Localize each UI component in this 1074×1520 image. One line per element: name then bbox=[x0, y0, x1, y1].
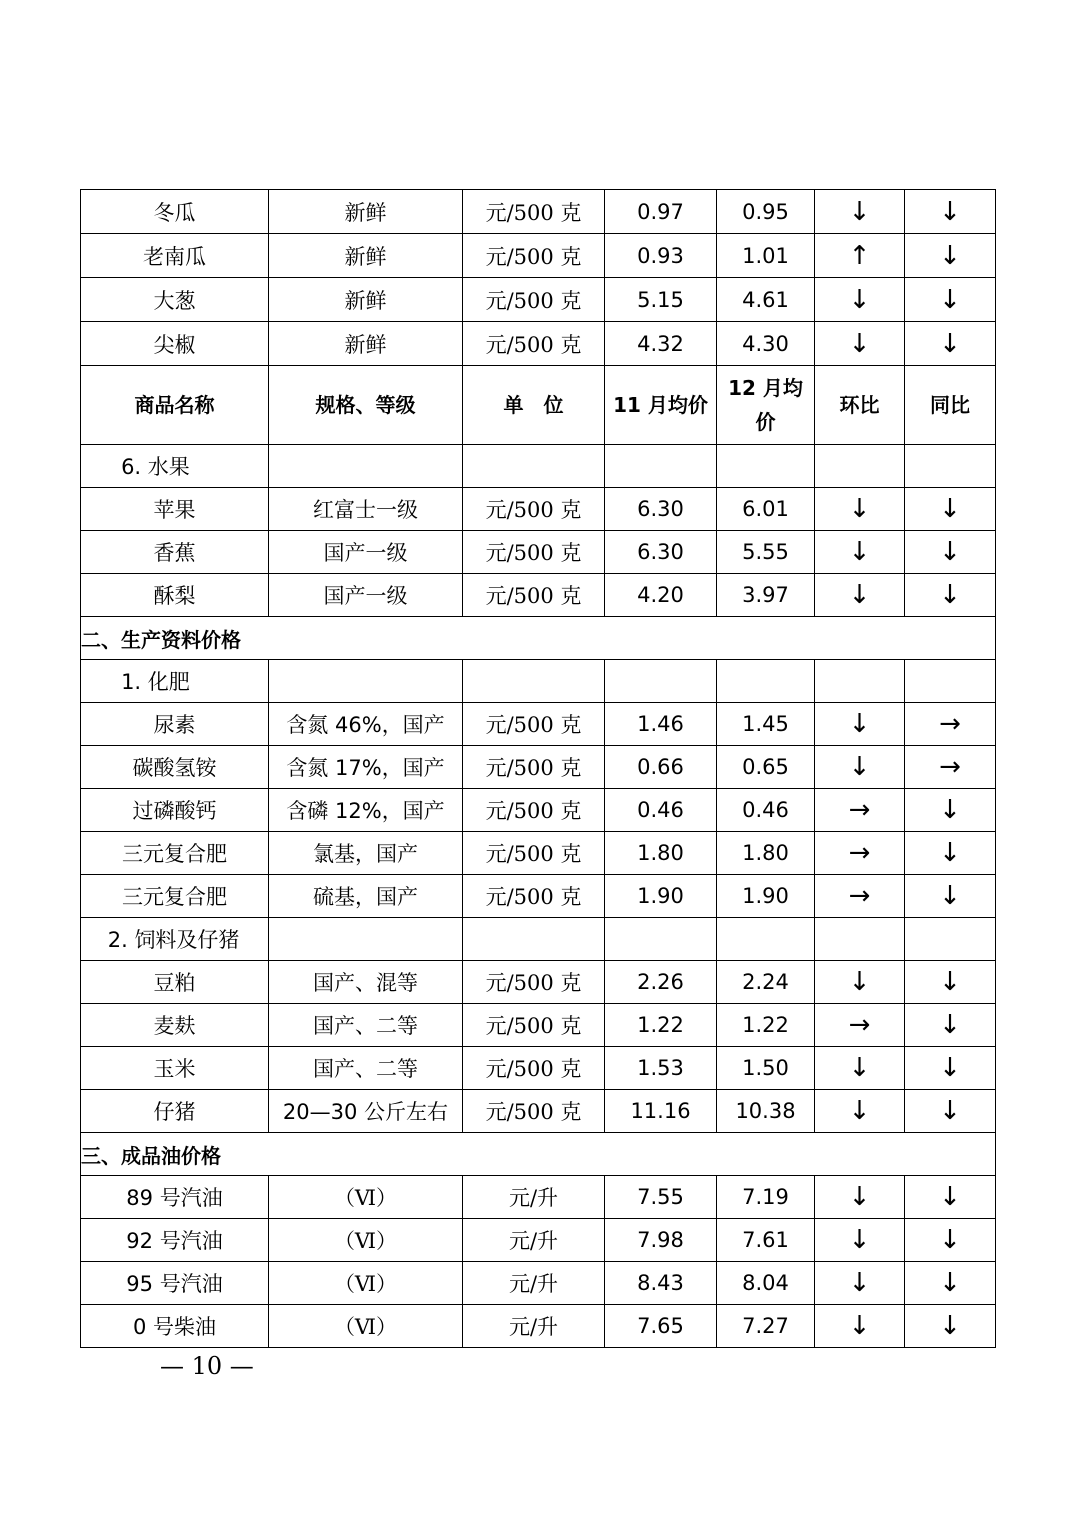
item-spec: 国产、二等 bbox=[269, 1004, 463, 1047]
yoy-arrow-icon: ↓ bbox=[905, 1262, 996, 1305]
table-row bbox=[81, 961, 996, 1004]
mom-arrow-icon: ↓ bbox=[815, 1305, 905, 1348]
mom-arrow-icon: → bbox=[815, 875, 905, 918]
dec-price: 4.61 bbox=[717, 278, 815, 322]
dec-price: 7.61 bbox=[717, 1219, 815, 1262]
table-row bbox=[81, 832, 996, 875]
subcategory-text: 饲料及仔猪 bbox=[134, 928, 240, 952]
item-unit: 元/500 克 bbox=[463, 789, 605, 832]
table-row bbox=[81, 789, 996, 832]
item-spec: 红富士一级 bbox=[269, 488, 463, 531]
item-spec: 新鲜 bbox=[269, 190, 463, 234]
item-unit: 元/500 克 bbox=[463, 875, 605, 918]
item-unit: 元/500 克 bbox=[463, 703, 605, 746]
nov-price: 4.20 bbox=[605, 574, 717, 617]
table-row bbox=[81, 1305, 996, 1348]
dec-price: 0.46 bbox=[717, 789, 815, 832]
mom-arrow-icon: ↓ bbox=[815, 703, 905, 746]
item-spec: 新鲜 bbox=[269, 234, 463, 278]
item-unit: 元/500 克 bbox=[463, 190, 605, 234]
nov-price: 0.97 bbox=[605, 190, 717, 234]
dec-price: 4.30 bbox=[717, 322, 815, 366]
yoy-arrow-icon: ↓ bbox=[905, 1090, 996, 1133]
item-name: 三元复合肥 bbox=[81, 832, 269, 875]
header-name: 商品名称 bbox=[81, 366, 269, 445]
table-row bbox=[81, 1090, 996, 1133]
yoy-arrow-icon: ↓ bbox=[905, 961, 996, 1004]
nov-price: 8.43 bbox=[605, 1262, 717, 1305]
item-name: 尖椒 bbox=[81, 322, 269, 366]
mom-arrow-icon: ↓ bbox=[815, 746, 905, 789]
yoy-arrow-icon: → bbox=[905, 746, 996, 789]
item-unit: 元/500 克 bbox=[463, 1004, 605, 1047]
item-spec: （Ⅵ） bbox=[269, 1262, 463, 1305]
yoy-arrow-icon: ↓ bbox=[905, 1004, 996, 1047]
dec-price: 5.55 bbox=[717, 531, 815, 574]
nov-price: 4.32 bbox=[605, 322, 717, 366]
mom-arrow-icon: ↓ bbox=[815, 1090, 905, 1133]
yoy-arrow-icon: ↓ bbox=[905, 488, 996, 531]
table-row bbox=[81, 488, 996, 531]
header-dec: 12 月均价 bbox=[717, 366, 815, 445]
item-spec: （Ⅵ） bbox=[269, 1176, 463, 1219]
nov-price: 1.80 bbox=[605, 832, 717, 875]
item-unit: 元/升 bbox=[463, 1219, 605, 1262]
subcategory-label bbox=[81, 445, 269, 488]
yoy-arrow-icon: → bbox=[905, 703, 996, 746]
yoy-arrow-icon: ↓ bbox=[905, 832, 996, 875]
section-row bbox=[81, 1133, 996, 1176]
item-name: 仔猪 bbox=[81, 1090, 269, 1133]
item-unit: 元/500 克 bbox=[463, 322, 605, 366]
table-row bbox=[81, 531, 996, 574]
item-spec: （Ⅵ） bbox=[269, 1219, 463, 1262]
item-unit: 元/500 克 bbox=[463, 746, 605, 789]
item-name: 89 号汽油 bbox=[81, 1176, 269, 1219]
mom-arrow-icon: ↓ bbox=[815, 1047, 905, 1090]
item-unit: 元/500 克 bbox=[463, 488, 605, 531]
yoy-arrow-icon: ↓ bbox=[905, 531, 996, 574]
yoy-arrow-icon: ↓ bbox=[905, 574, 996, 617]
mom-arrow-icon: ↓ bbox=[815, 1262, 905, 1305]
dec-price: 0.95 bbox=[717, 190, 815, 234]
table-row bbox=[81, 703, 996, 746]
item-name: 玉米 bbox=[81, 1047, 269, 1090]
item-name: 碳酸氢铵 bbox=[81, 746, 269, 789]
header-yoy: 同比 bbox=[905, 366, 996, 445]
item-spec: （Ⅵ） bbox=[269, 1305, 463, 1348]
dec-price: 1.80 bbox=[717, 832, 815, 875]
item-unit: 元/500 克 bbox=[463, 531, 605, 574]
subcategory-label bbox=[81, 918, 269, 961]
item-name: 酥梨 bbox=[81, 574, 269, 617]
table-row bbox=[81, 322, 996, 366]
table-row bbox=[81, 574, 996, 617]
item-unit: 元/500 克 bbox=[463, 278, 605, 322]
nov-price: 1.22 bbox=[605, 1004, 717, 1047]
item-spec: 含氮 17%，国产 bbox=[269, 746, 463, 789]
table-row bbox=[81, 875, 996, 918]
dec-price: 1.45 bbox=[717, 703, 815, 746]
table-row bbox=[81, 190, 996, 234]
item-unit: 元/升 bbox=[463, 1262, 605, 1305]
header-unit: 单 位 bbox=[463, 366, 605, 445]
item-unit: 元/500 克 bbox=[463, 961, 605, 1004]
dec-price: 7.19 bbox=[717, 1176, 815, 1219]
dec-price: 1.90 bbox=[717, 875, 815, 918]
item-name: 麦麸 bbox=[81, 1004, 269, 1047]
yoy-arrow-icon: ↓ bbox=[905, 278, 996, 322]
nov-price: 1.46 bbox=[605, 703, 717, 746]
dec-price: 2.24 bbox=[717, 961, 815, 1004]
nov-price: 7.98 bbox=[605, 1219, 717, 1262]
item-unit: 元/500 克 bbox=[463, 234, 605, 278]
yoy-arrow-icon: ↓ bbox=[905, 1047, 996, 1090]
item-name: 92 号汽油 bbox=[81, 1219, 269, 1262]
dec-price: 1.01 bbox=[717, 234, 815, 278]
dec-price: 8.04 bbox=[717, 1262, 815, 1305]
item-spec: 20—30 公斤左右 bbox=[269, 1090, 463, 1133]
header-nov: 11 月均价 bbox=[605, 366, 717, 445]
table-row bbox=[81, 278, 996, 322]
table-header-row bbox=[81, 366, 996, 445]
yoy-arrow-icon: ↓ bbox=[905, 1219, 996, 1262]
item-spec: 氯基，国产 bbox=[269, 832, 463, 875]
mom-arrow-icon: ↓ bbox=[815, 278, 905, 322]
nov-price: 6.30 bbox=[605, 488, 717, 531]
dec-price: 7.27 bbox=[717, 1305, 815, 1348]
item-name: 过磷酸钙 bbox=[81, 789, 269, 832]
item-spec: 国产一级 bbox=[269, 574, 463, 617]
item-name: 三元复合肥 bbox=[81, 875, 269, 918]
section-row bbox=[81, 617, 996, 660]
section-title: 三、成品油价格 bbox=[81, 1133, 996, 1176]
item-unit: 元/升 bbox=[463, 1305, 605, 1348]
mom-arrow-icon: → bbox=[815, 789, 905, 832]
item-spec: 国产、二等 bbox=[269, 1047, 463, 1090]
mom-arrow-icon: ↓ bbox=[815, 574, 905, 617]
dec-price: 3.97 bbox=[717, 574, 815, 617]
item-unit: 元/500 克 bbox=[463, 832, 605, 875]
item-name: 苹果 bbox=[81, 488, 269, 531]
item-name: 0 号柴油 bbox=[81, 1305, 269, 1348]
item-spec: 含氮 46%，国产 bbox=[269, 703, 463, 746]
mom-arrow-icon: ↓ bbox=[815, 322, 905, 366]
item-spec: 国产一级 bbox=[269, 531, 463, 574]
item-spec: 新鲜 bbox=[269, 278, 463, 322]
nov-price: 2.26 bbox=[605, 961, 717, 1004]
header-spec: 规格、等级 bbox=[269, 366, 463, 445]
dec-price: 1.50 bbox=[717, 1047, 815, 1090]
item-name: 豆粕 bbox=[81, 961, 269, 1004]
yoy-arrow-icon: ↓ bbox=[905, 1176, 996, 1219]
yoy-arrow-icon: ↓ bbox=[905, 789, 996, 832]
item-name: 香蕉 bbox=[81, 531, 269, 574]
subcategory-number: 6. bbox=[121, 455, 142, 479]
mom-arrow-icon: → bbox=[815, 832, 905, 875]
table-row bbox=[81, 746, 996, 789]
mom-arrow-icon: ↓ bbox=[815, 190, 905, 234]
table-row bbox=[81, 1219, 996, 1262]
table-row bbox=[81, 1047, 996, 1090]
mom-arrow-icon: ↓ bbox=[815, 488, 905, 531]
nov-price: 6.30 bbox=[605, 531, 717, 574]
mom-arrow-icon: ↑ bbox=[815, 234, 905, 278]
nov-price: 7.65 bbox=[605, 1305, 717, 1348]
dec-price: 10.38 bbox=[717, 1090, 815, 1133]
item-name: 95 号汽油 bbox=[81, 1262, 269, 1305]
nov-price: 11.16 bbox=[605, 1090, 717, 1133]
item-name: 老南瓜 bbox=[81, 234, 269, 278]
dec-price: 0.65 bbox=[717, 746, 815, 789]
yoy-arrow-icon: ↓ bbox=[905, 234, 996, 278]
item-spec: 新鲜 bbox=[269, 322, 463, 366]
subcategory-row bbox=[81, 660, 996, 703]
table-row bbox=[81, 1262, 996, 1305]
header-mom: 环比 bbox=[815, 366, 905, 445]
item-spec: 含磷 12%，国产 bbox=[269, 789, 463, 832]
item-spec: 硫基，国产 bbox=[269, 875, 463, 918]
dec-price: 6.01 bbox=[717, 488, 815, 531]
subcategory-number: 1. bbox=[121, 670, 142, 694]
item-unit: 元/500 克 bbox=[463, 1090, 605, 1133]
subcategory-text: 水果 bbox=[147, 455, 190, 479]
subcategory-label bbox=[81, 660, 269, 703]
nov-price: 7.55 bbox=[605, 1176, 717, 1219]
table-row bbox=[81, 1176, 996, 1219]
subcategory-row bbox=[81, 918, 996, 961]
table-row bbox=[81, 234, 996, 278]
item-unit: 元/500 克 bbox=[463, 574, 605, 617]
item-spec: 国产、混等 bbox=[269, 961, 463, 1004]
yoy-arrow-icon: ↓ bbox=[905, 190, 996, 234]
yoy-arrow-icon: ↓ bbox=[905, 322, 996, 366]
item-name: 尿素 bbox=[81, 703, 269, 746]
nov-price: 1.53 bbox=[605, 1047, 717, 1090]
dec-price: 1.22 bbox=[717, 1004, 815, 1047]
mom-arrow-icon: ↓ bbox=[815, 1219, 905, 1262]
mom-arrow-icon: ↓ bbox=[815, 531, 905, 574]
mom-arrow-icon: ↓ bbox=[815, 1176, 905, 1219]
item-name: 大葱 bbox=[81, 278, 269, 322]
item-name: 冬瓜 bbox=[81, 190, 269, 234]
nov-price: 0.46 bbox=[605, 789, 717, 832]
table-row bbox=[81, 1004, 996, 1047]
yoy-arrow-icon: ↓ bbox=[905, 1305, 996, 1348]
item-unit: 元/500 克 bbox=[463, 1047, 605, 1090]
nov-price: 0.66 bbox=[605, 746, 717, 789]
subcategory-text: 化肥 bbox=[147, 670, 190, 694]
yoy-arrow-icon: ↓ bbox=[905, 875, 996, 918]
page-number: — 10 — bbox=[160, 1352, 254, 1380]
subcategory-number: 2. bbox=[107, 928, 128, 952]
nov-price: 0.93 bbox=[605, 234, 717, 278]
subcategory-row bbox=[81, 445, 996, 488]
mom-arrow-icon: → bbox=[815, 1004, 905, 1047]
section-title: 二、生产资料价格 bbox=[81, 617, 996, 660]
nov-price: 1.90 bbox=[605, 875, 717, 918]
item-unit: 元/升 bbox=[463, 1176, 605, 1219]
mom-arrow-icon: ↓ bbox=[815, 961, 905, 1004]
price-table bbox=[80, 189, 996, 1348]
nov-price: 5.15 bbox=[605, 278, 717, 322]
